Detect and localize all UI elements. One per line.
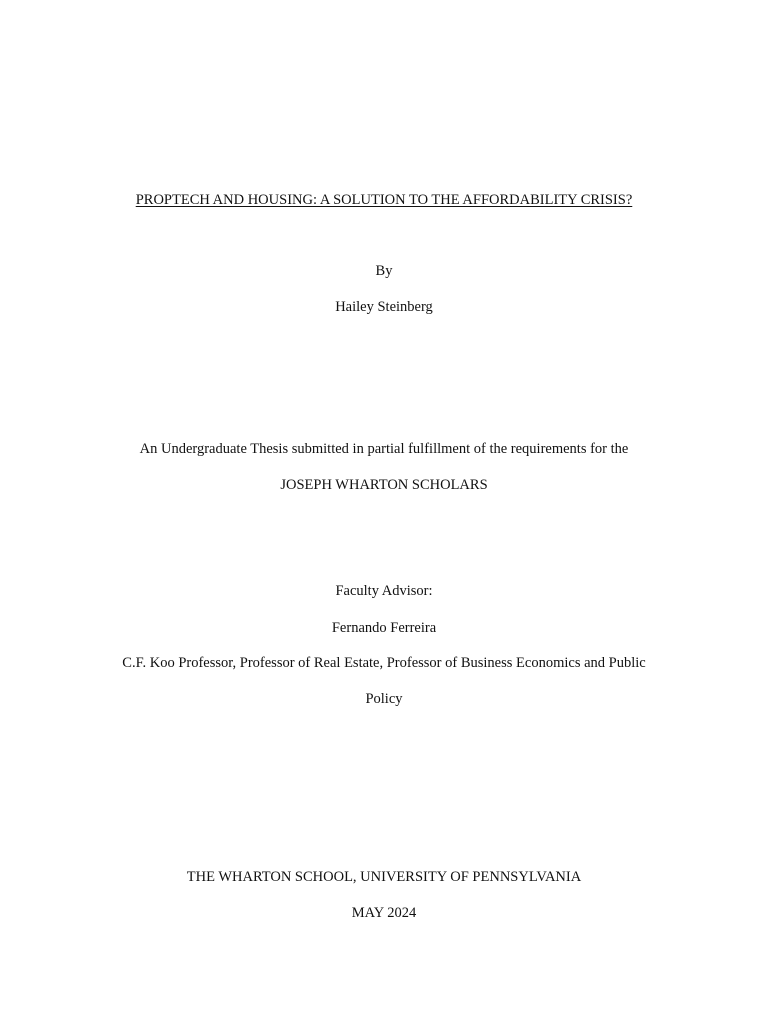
institution-name: THE WHARTON SCHOOL, UNIVERSITY OF PENNSYLVANIA [186,869,582,885]
program-name: JOSEPH WHARTON SCHOLARS [280,477,488,493]
advisor-label: Faculty Advisor: [335,583,433,599]
submission-statement: An Undergraduate Thesis submitted in partial fulfillment of the requirements for the [139,441,629,457]
thesis-title: PROPTECH AND HOUSING: A SOLUTION TO THE AFFORDABILITY CRISIS? [135,192,633,208]
author-name: Hailey Steinberg [335,299,433,315]
advisor-title-line-1: C.F. Koo Professor, Professor of Real Estate, Professor of Business Economics and Public [122,655,646,671]
advisor-name: Fernando Ferreira [331,620,437,636]
by-label: By [375,263,393,279]
advisor-title-line-2: Policy [365,691,403,707]
submission-date: MAY 2024 [351,905,417,921]
